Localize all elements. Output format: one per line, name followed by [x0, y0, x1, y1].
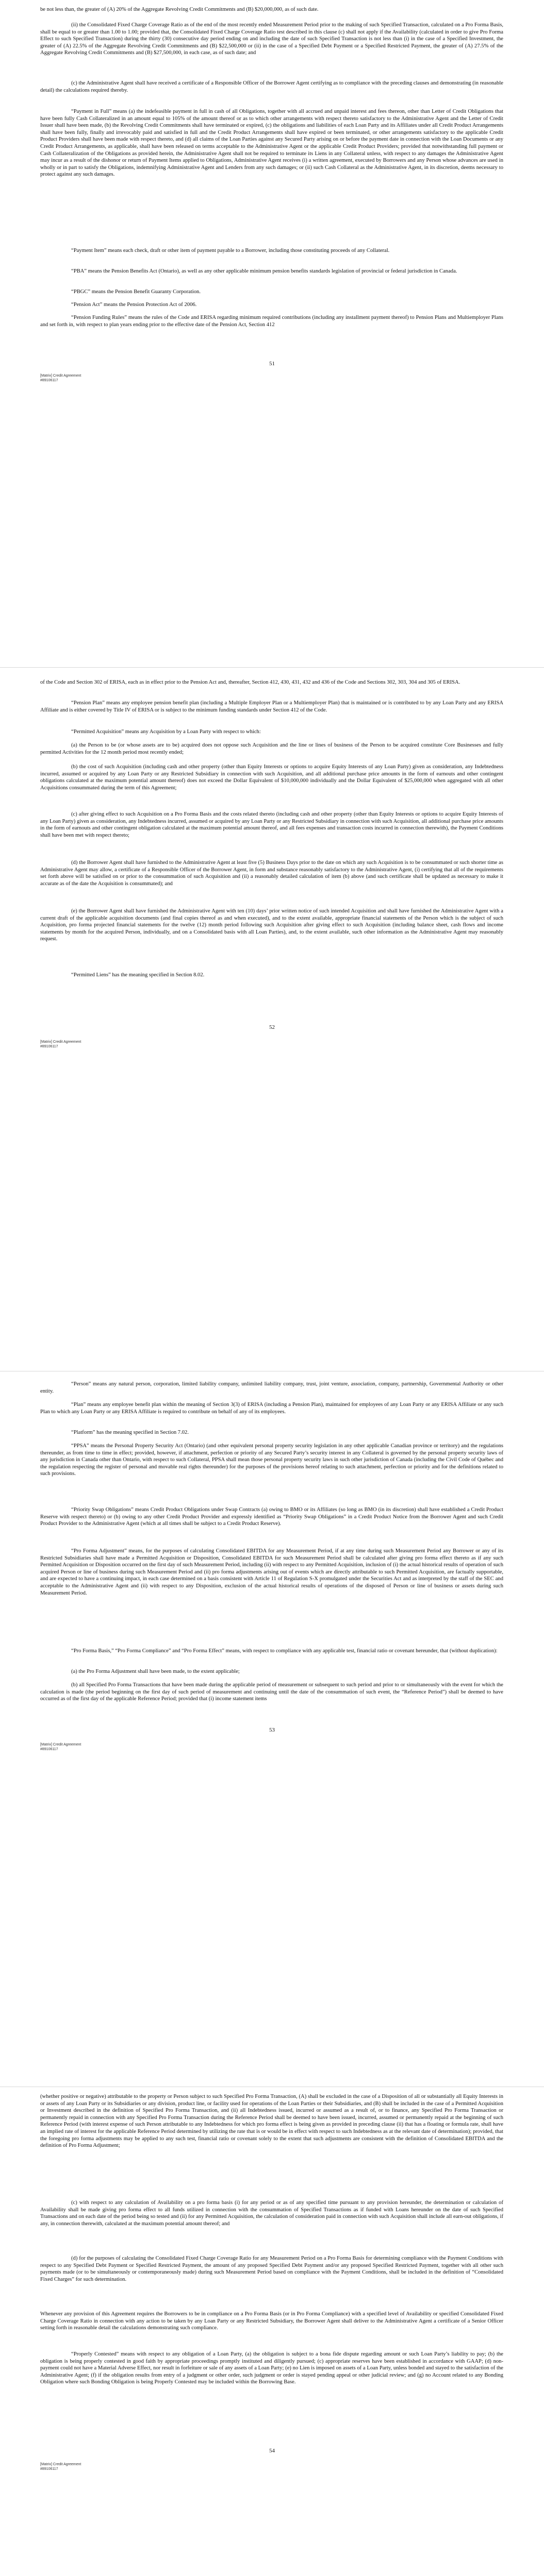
paragraph: “PBA” means the Pension Benefits Act (Ontario), as well as any other applicable minimum pension benefits standards legislation of provincial or federal jurisdiction in Canada. [71, 268, 457, 274]
paragraph: (e) the Borrower Agent shall have furnished the Administrative Agent with ten (10) days’ prior written notice of such intended Acquisition and shall have furnished the Administrative Agent with a current draft of the applicable acquisition documents (and final copies thereof as and when executed), and to the extent available, appropriate financial statements of the Person which is the subject of such Acquisition, pro forma projected financial statements for the twelve (12) month period following such Acquisition after giving effect to such Acquisition (including balance sheet, cash flows and income statements by month for the acquired Person, individually, and on a Consolidated basis with all Loan Parties), and, to the extent available, such other information as the Administrative Agent may reasonably request. [40, 908, 503, 942]
page-number: 51 [269, 361, 275, 367]
page-54 [0, 2087, 544, 2576]
paragraph: (c) with respect to any calculation of Availability on a pro forma basis (i) for any period or as of any specified time pursuant to any provision hereunder, the determination or calculation of Availability shall be made giving pro forma effect to all funds utilized in connection with the consummation of Specified Transactions as if funded with Loans hereunder on the date of such Specified Transactions and on each date of the period being so tested and (ii) for any Permitted Acquisition, the calculation of consideration paid in connection with such Acquisition shall include all earn-out obligations, if any, in connection therewith, calculated at the maximum potential amount thereof; and [40, 2200, 503, 2227]
page-footer: [Matrix] Credit Agreement #89106117 [40, 2463, 81, 2471]
page-53 [0, 1371, 544, 2087]
paragraph: “Pension Funding Rules” means the rules of the Code and ERISA regarding minimum required contributions (including any installment payment thereof) to Pension Plans and Multiemployer Plans and set forth in, with respect to plan years ending prior to the effective date of the Pension Act, Section 412 [40, 315, 503, 328]
paragraph: be not less than, the greater of (A) 20% of the Aggregate Revolving Credit Commitments and (B) $20,000,000, as of such date. [40, 7, 319, 12]
paragraph: Whenever any provision of this Agreement requires the Borrowers to be in compliance on a Pro Forma Basis (or in Pro Forma Compliance) with a specified level of Availability or specified Consolidated Fixed Charge Coverage Ratio in connection with any action to be taken by any Loan Party or any Restricted Subsidiary, the Borrower Agent shall deliver to the Administrative Agent a certificate of a Senior Officer setting forth in reasonable detail the calculations demonstrating such compliance. [40, 2311, 503, 2331]
paragraph: “Plan” means any employee benefit plan within the meaning of Section 3(3) of ERISA (including a Pension Plan), maintained for employees of any Loan Party or any ERISA Affiliate or any such Plan to which any Loan Party or any ERISA Affiliate is required to contribute on behalf of any of its employees. [40, 1402, 503, 1415]
page-number: 53 [269, 1727, 275, 1733]
paragraph: “PPSA” means the Personal Property Security Act (Ontario) (and other equivalent personal property security legislation in any other applicable Canadian province or territory) and the regulations thereunder, as from time to time in effect; provided, however, if attachment, perfection or priority of any Secured Party’s security interest in any Collateral is governed by the personal property security laws of any jurisdiction in Canada other than Ontario, with respect to such Collateral, PPSA shall mean those personal property security laws in such other jurisdiction of Canada (including the Civil Code of Québec and the regulation respecting the register of personal and movable real rights thereunder) for the purposes of the provisions hereof relating to such attachment, perfection or priority and for the definitions related to such provisions. [40, 1443, 503, 1477]
paragraph: “Permitted Liens” has the meaning specified in Section 8.02. [71, 972, 205, 978]
page-51 [0, 0, 544, 667]
paragraph: (b) the cost of such Acquisition (including cash and other property (other than Equity Interests or options to acquire Equity Interests of any Loan Party) given as consideration, any Indebtedness incurred, assumed or acquired by any Loan Party or any Restricted Subsidiary in connection with such Acquisition, and all additional purchase price amounts in the form of earnouts and other contingent obligations calculated at the maximum potential amount thereof) does not exceed the Dollar Equivalent of $10,000,000 individually and the Dollar Equivalent of $25,000,000 when aggregated with all other Acquisitions consummated during the term of this Agreement; [40, 764, 503, 791]
page-footer: [Matrix] Credit Agreement #89106117 [40, 1743, 81, 1751]
paragraph: (b) all Specified Pro Forma Transactions that have been made during the applicable period of measurement or subsequent to such period and prior to or simultaneously with the event for which the calculation is made (the period beginning on the first day of such period of measurement and continuing until the date of the consummation of such event, the “Reference Period”) shall be deemed to have occurred as of the first day of the applicable Reference Period; provided that (i) income statement items [40, 1682, 503, 1702]
paragraph: “Pro Forma Basis,” “Pro Forma Compliance” and “Pro Forma Effect” means, with respect to compliance with any applicable test, financial ratio or covenant hereunder, that (without duplication): [71, 1648, 498, 1654]
paragraph: (whether positive or negative) attributable to the property or Person subject to such Specified Pro Forma Transaction, (A) shall be excluded in the case of a Disposition of all or substantially all Equity Interests in or assets of any Loan Party or its Subsidiaries or any division, product line, or facility used for operations of the Loan Parties or their Subsidiaries, and (B) shall be included in the case of a Permitted Acquisition or Investment described in the definition of Specified Pro Forma Transaction, and (ii) all Indebtedness issued, incurred or assumed as a result of, or to finance, any Specified Pro Forma Transaction or permanently repaid in connection with any Specified Pro Forma Transaction during the Reference Period shall be deemed to have been issued, incurred, assumed or permanently repaid at the beginning of such Reference Period (with interest expense of such Person attributable to any Indebtedness for which pro forma effect is being given as provided in preceding clause (ii) that has a floating or formula rate, shall have an implied rate of interest for the applicable Reference Period determined by utilizing the rate that is or would be in effect with respect to such Indebtedness as at the relevant date of determination); provided, that the foregoing pro forma adjustments may be applied to any such test, financial ratio or covenant solely to the extent that such adjustments are consistent with the definition of Consolidated EBITDA and the definition of Pro Forma Adjustment; [40, 2094, 503, 2149]
paragraph: “Platform” has the meaning specified in Section 7.02. [71, 1430, 189, 1435]
paragraph: “PBGC” means the Pension Benefit Guaranty Corporation. [71, 289, 201, 295]
paragraph: “Pension Plan” means any employee pension benefit plan (including a Multiple Employer Plan or a Multiemployer Plan) that is maintained or is contributed to by any Loan Party and any ERISA Affiliate and is either covered by Title IV of ERISA or is subject to the minimum funding standards under Section 412 of the Code. [40, 700, 503, 713]
paragraph: “Pro Forma Adjustment” means, for the purposes of calculating Consolidated EBITDA for any Measurement Period, if at any time during such Measurement Period any Borrower or any of its Restricted Subsidiaries shall have made a Permitted Acquisition or Disposition, Consolidated EBITDA for such Measurement Period shall be calculated after giving pro forma effect thereto as if any such Permitted Acquisition or Disposition occurred on the first day of such Measurement Period, including (ii) with respect to any Permitted Acquisition, inclusion of (i) the actual historical results of operation of such acquired Person or line of business during such Measurement Period and (ii) pro forma adjustments arising out of events which are directly attributable to such Permitted Acquisition, are factually supportable, and are expected to have a continuing impact, in each case determined on a basis consistent with Article 11 of Regulation S-X promulgated under the Securities Act and as interpreted by the staff of the SEC and acceptable to the Administrative Agent and (ii) with respect to any Disposition, exclusion of the actual historical results of operations of the disposed of Person or line of business or assets during such Measurement Period. [40, 1548, 503, 1596]
paragraph: “Properly Contested” means with respect to any obligation of a Loan Party, (a) the obligation is subject to a bona fide dispute regarding amount or such Loan Party’s liability to pay; (b) the obligation is being properly contested in good faith by appropriate proceedings promptly instituted and diligently pursued; (c) appropriate reserves have been established in accordance with GAAP; (d) non-payment could not have a Material Adverse Effect, nor result in forfeiture or sale of any assets of a Loan Party; (e) no Lien is imposed on assets of a Loan Party, unless bonded and stayed to the satisfaction of the Administrative Agent; (f) if the obligation results from entry of a judgment or other order, such judgment or order is stayed pending appeal or other judicial review; and (g) no Account related to any Bonding Obligation where such Bonding Obligation is being Properly Contested may be included within the Borrowing Base. [40, 2351, 503, 2385]
page-number: 54 [269, 2448, 275, 2454]
paragraph: “Payment Item” means each check, draft or other item of payment payable to a Borrower, including those constituting proceeds of any Collateral. [71, 248, 390, 253]
paragraph: “Pension Act” means the Pension Protection Act of 2006. [71, 302, 197, 308]
paragraph: (d) the Borrower Agent shall have furnished to the Administrative Agent at least five (5) Business Days prior to the date on which any such Acquisition is to be consummated or such shorter time as Administrative Agent may allow, a certificate of a Responsible Officer of the Borrower Agent, in form and substance reasonably satisfactory to the Administrative Agent, (i) certifying that all of the requirements set forth above will be satisfied on or prior to the consummation of such Acquisition and (ii) a reasonably detailed calculation of item (b) above (and such certificate shall be updated as necessary to make it accurate as of the date the Acquisition is consummated); and [40, 860, 503, 887]
paragraph: (a) the Person to be (or whose assets are to be) acquired does not oppose such Acquisition and the line or lines of business of the Person to be acquired constitute Core Businesses and fully permitted Activities for the 12 month period most recently ended; [40, 742, 503, 755]
page-52 [0, 668, 544, 1371]
paragraph: (c) the Administrative Agent shall have received a certificate of a Responsible Officer of the Borrower Agent certifying as to compliance with the preceding clauses and demonstrating (in reasonable detail) the calculations required thereby. [40, 80, 503, 93]
paragraph: (c) after giving effect to such Acquisition on a Pro Forma Basis and the costs related thereto (including cash and other property (other than Equity Interests or options to acquire Equity Interests of any Loan Party) given as consideration, any Indebtedness incurred, assumed or acquired by any Loan Party or any Restricted Subsidiary in connection with such Acquisition, all additional purchase price amounts in the form of earnouts and other contingent obligation calculated at the maximum potential amount thereof, and all fees expenses and transaction costs incurred in connection therewith), the Payment Conditions shall have been met with respect thereto; [40, 811, 503, 838]
paragraph: “Permitted Acquisition” means any Acquisition by a Loan Party with respect to which: [71, 729, 261, 735]
page-footer: [Matrix] Credit Agreement #89106117 [40, 1040, 81, 1048]
paragraph: (a) the Pro Forma Adjustment shall have been made, to the extent applicable; [71, 1669, 240, 1674]
paragraph: (d) for the purposes of calculating the Consolidated Fixed Charge Coverage Ratio for any Measurement Period on a Pro Forma Basis for determining compliance with the Payment Conditions with respect to any Specified Debt Payment or Specified Restricted Payment, the amount of any proposed Specified Debt Payment and/or any proposed Specified Restricted Payment, together with all other such payments made (or to be simultaneously or contemporaneously made) during such Measurement Period based on compliance with the Payment Conditions, shall be included in the definition of “Consolidated Fixed Charges” for such determination. [40, 2256, 503, 2282]
paragraph: of the Code and Section 302 of ERISA, each as in effect prior to the Pension Act and, thereafter, Section 412, 430, 431, 432 and 436 of the Code and Sections 302, 303, 304 and 305 of ERISA. [40, 680, 460, 685]
paragraph: “Person” means any natural person, corporation, limited liability company, unlimited liability company, trust, joint venture, association, company, partnership, Governmental Authority or other entity. [40, 1381, 503, 1394]
paragraph: “Payment in Full” means (a) the indefeasible payment in full in cash of all Obligations, together with all accrued and unpaid interest and fees thereon, other than Letter of Credit Obligations that have been fully Cash Collateralized in an amount equal to 105% of the amount thereof or as to which other arrangements with respect thereto satisfactory to the Administrative Agent and the Letter of Credit Issuer shall have been made, (b) the Revolving Credit Commitments shall have terminated or expired, (c) the obligations and liabilities of each Loan Party and its Affiliates under all Credit Product Arrangements shall have been fully, finally and irrevocably paid and satisfied in full and the Credit Product Arrangements shall have expired or been terminated, or other arrangements satisfactory to the applicable Credit Product Providers shall have been made with respect thereto, and (d) all claims of the Loan Parties against any Secured Party arising on or before the payment date in connection with the Loan Documents or any Credit Product Arrangements, as applicable, shall have been released on terms acceptable to the Administrative Agent or the applicable Credit Product Providers; provided that notwithstanding full payment or Cash Collateralization of the Obligations as provided herein, the Administrative Agent shall not be required to terminate its Liens in any Collateral unless, with respect to any damages the Administrative Agent may incur as a result of the dishonor or return of Payment Items applied to Obligations, Administrative Agent receives (i) a written agreement, executed by Borrowers and any Person whose advances are used in wholly or in part to satisfy the Obligations, indemnifying Administrative Agent and Lenders from any such damages; or (ii) such Cash Collateral as the Administrative Agent, in its discretion, deems necessary to protect against any such damages. [40, 109, 503, 178]
page-number: 52 [269, 1024, 275, 1030]
paragraph: “Priority Swap Obligations” means Credit Product Obligations under Swap Contracts (a) owing to BMO or its Affiliates (so long as BMO (in its discretion) shall have established a Credit Product Reserve with respect thereto) or (b) owing to any other Credit Product Provider and expressly identified as “Priority Swap Obligations” in a Credit Product Notice from the Borrower Agent and such Credit Product Provider to the Administrative Agent (which at all times shall be subject to a Credit Product Reserve). [40, 1507, 503, 1527]
page-footer: [Matrix] Credit Agreement #89106117 [40, 374, 81, 382]
paragraph: (ii) the Consolidated Fixed Charge Coverage Ratio as of the end of the most recently ended Measurement Period prior to the making of such Specified Transaction, calculated on a Pro Forma Basis, shall be equal to or greater than 1.00 to 1.00; provided that, the Consolidated Fixed Charge Coverage Ratio test described in this clause (c) shall not apply if the Availability (calculated in order to give Pro Forma Effect to such Specified Transaction) during the thirty (30) consecutive day period ending on and including the date of such Specified Transaction is not less than (i) in the case of a Specified Investment, the greater of (A) 22.5% of the Aggregate Revolving Credit Commitments and (B) $22,500,000 or (ii) in the case of a Specified Debt Payment or a Specified Restricted Payment, the greater of (A) 27.5% of the Aggregate Revolving Credit Commitments and (B) $27,500,000, in each case, as of such date; and [40, 22, 503, 56]
